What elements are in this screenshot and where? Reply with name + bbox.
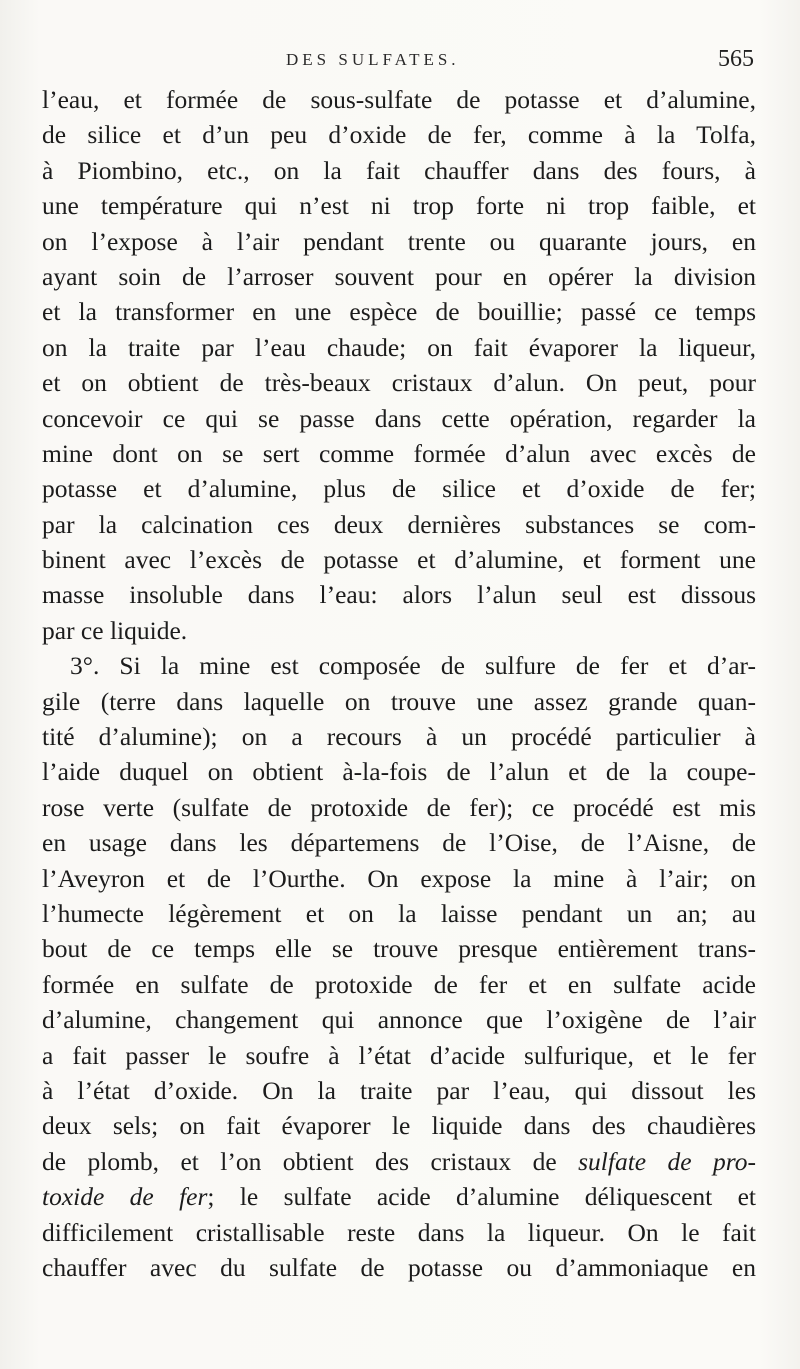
italic-term: toxide de fer — [42, 1182, 208, 1212]
text-line: rose verte (sulfate de protoxide de fer); ce procédé est mis — [42, 792, 756, 822]
text-line: l’aide duquel on obtient à-la-fois de l’alun et de la coupe- — [42, 757, 756, 787]
text-line: mine dont on se sert comme formée d’alun avec excès de — [42, 438, 756, 468]
text-line: gile (terre dans laquelle on trouve une assez grande quan- — [42, 686, 756, 716]
text-line: et on obtient de très-beaux cristaux d’alun. On peut, pour — [42, 368, 756, 398]
text-line: et la transformer en une espèce de bouillie; passé ce temps — [42, 297, 756, 327]
text-line: deux sels; on fait évaporer le liquide dans des chaudières — [42, 1111, 756, 1141]
text-line: difficilement cristallisable reste dans la liqueur. On le fait — [42, 1217, 756, 1247]
running-head — [0, 46, 800, 80]
text-line: à Piombino, etc., on la fait chauffer dans des fours, à — [42, 155, 756, 185]
text-line: chauffer avec du sulfate de potasse ou d’ammoniaque en — [42, 1252, 756, 1282]
page-number: 565 — [718, 46, 754, 72]
text-line: l’Aveyron et de l’Ourthe. On expose la mine à l’air; on — [42, 863, 756, 893]
text-line: masse insoluble dans l’eau: alors l’alun seul est dissous — [42, 580, 756, 610]
text-line-with-italic — [42, 1144, 756, 1179]
text-line: bout de ce temps elle se trouve presque entièrement trans- — [42, 934, 756, 964]
text-line: ayant soin de l’arroser souvent pour en opérer la division — [42, 261, 756, 291]
text-line: l’eau, et formée de sous-sulfate de potasse et d’alumine, — [42, 85, 756, 114]
text-fragment: de plomb, et l’on obtient des cristaux de — [42, 1146, 579, 1176]
text-line: formée en sulfate de protoxide de fer et en sulfate acide — [42, 969, 756, 999]
running-title: DES SULFATES. — [286, 50, 460, 69]
text-line: a fait passer le soufre à l’état d’acide sulfurique, et le fer — [42, 1040, 756, 1070]
text-line-paragraph-end: par ce liquide. — [42, 615, 188, 645]
text-line: tité d’alumine); on a recours à un procédé particulier à — [42, 722, 756, 752]
italic-term: sulfate de pro- — [578, 1146, 756, 1176]
text-line: en usage dans les départemens de l’Oise, de l’Aisne, de — [42, 828, 756, 858]
text-line: binent avec l’excès de potasse et d’alumine, et forment une — [42, 545, 756, 575]
text-line: par la calcination ces deux dernières substances se com- — [42, 509, 756, 539]
text-line: potasse et d’alumine, plus de silice et d’oxide de fer; — [42, 474, 756, 504]
text-line: une température qui n’est ni trop forte ni trop faible, et — [42, 191, 756, 221]
text-line: l’humecte légèrement et on la laisse pendant un an; au — [42, 898, 756, 928]
text-line: à l’état d’oxide. On la traite par l’eau, qui dissout les — [42, 1075, 756, 1105]
text-line: de silice et d’un peu d’oxide de fer, comme à la Tolfa, — [42, 120, 756, 150]
text-line: concevoir ce qui se passe dans cette opération, regarder la — [42, 403, 756, 433]
text-line: on l’expose à l’air pendant trente ou quarante jours, en — [42, 226, 756, 256]
text-line-paragraph-start: 3°. Si la mine est composée de sulfure de fer et d’ar- — [70, 651, 756, 681]
text-line-with-italic — [42, 1179, 756, 1214]
text-line: on la traite par l’eau chaude; on fait évaporer la liqueur, — [42, 332, 756, 362]
body-text — [42, 82, 756, 1285]
text-fragment: ; le sulfate acide d’alumine déliquescent et — [207, 1182, 756, 1212]
text-line: d’alumine, changement qui annonce que l’oxigène de l’air — [42, 1005, 756, 1035]
